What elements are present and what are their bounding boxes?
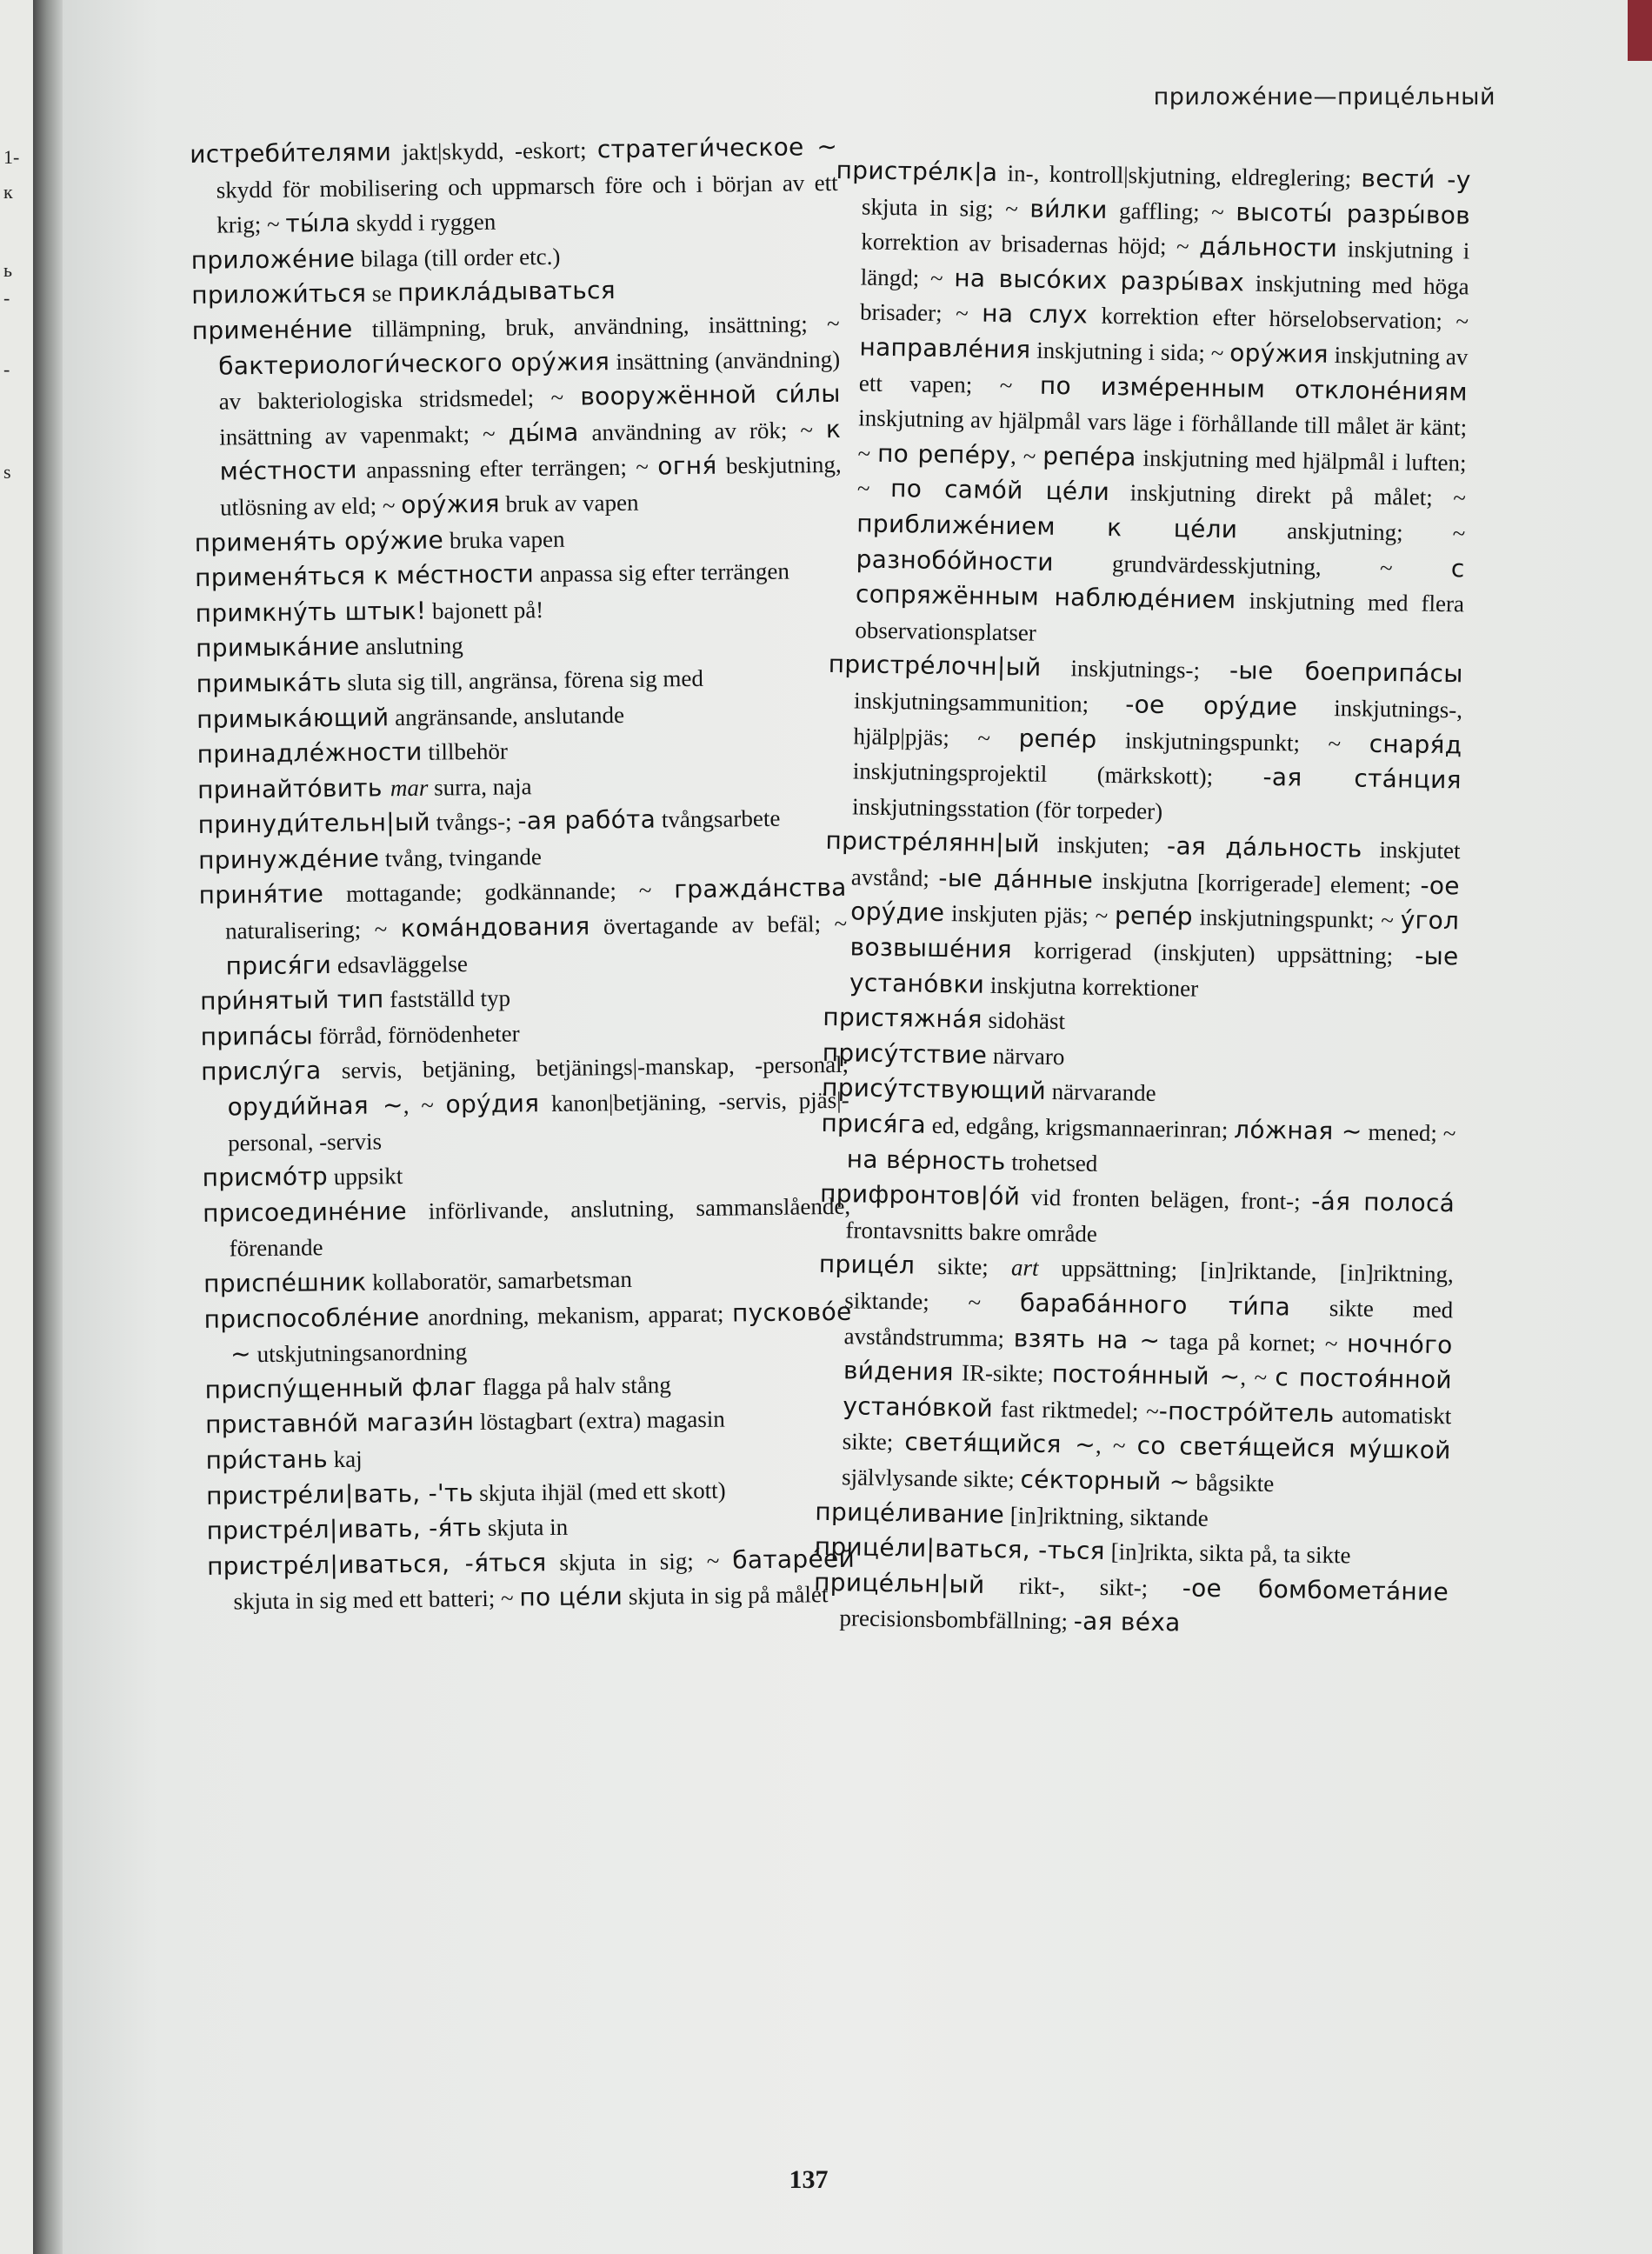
translation-text: sluta sig till, angränsa, förena sig med [341,664,704,696]
headword: прися́ги [225,950,332,981]
headword: прице́ливание [815,1497,1005,1529]
headword: примене́ние [191,314,353,345]
headword: -ые устано́вки [849,941,1459,999]
translation-text: mottagande; godkännande; ~ [323,877,675,908]
translation-text: tillbehör [422,737,509,765]
translation-text: löstagbart (extra) magasin [474,1405,726,1436]
translation-text: inskjutnings-; [1041,655,1230,684]
translation-text: tvångs-; [430,808,518,836]
translation-text: uppsikt [327,1163,403,1190]
headword: ды́ма [508,417,579,448]
translation-text: ed, edgång, krigsmannaerinran; [925,1111,1235,1144]
translation-text: utskjutningsanordning [250,1338,468,1368]
headword: пристре́лянн|ый [825,826,1041,859]
headword: с постоя́нной устано́вкой [843,1363,1453,1423]
dictionary-entry [207,1542,856,1620]
translation-text: korrektion efter hörselobservation; ~ [1087,302,1469,335]
headword: к ме́стности [219,414,842,486]
translation-text: mened; ~ [1362,1118,1456,1147]
headword: принуди́тельн|ый [197,807,431,840]
headword: на ве́рность [846,1144,1006,1176]
headword: прице́ли|ваться, -ться [814,1531,1106,1566]
dictionary-entry [821,1106,1456,1187]
headword: приспу́щенный флаг [204,1371,477,1404]
translation-text: skydd i ryggen [350,208,496,237]
headword: огня́ [657,450,717,481]
translation-text: övertagande av befäl; ~ [590,910,848,940]
facing-page-edge [0,0,33,2254]
headword: пристре́л|иваться, -я́ться [206,1547,547,1581]
headword: ты́ла [285,208,351,238]
headword: снаря́д [1369,729,1462,759]
headword: примкну́ть штык! [195,596,427,628]
translation-text: insättning av vapenmakt; ~ [219,420,509,450]
headword: прису́тствие [822,1037,988,1070]
headword: разнобо́йности [856,543,1055,577]
translation-text: skjuta in sig; ~ [861,193,1030,223]
translation-text: , ~ [403,1091,446,1119]
headword: высоты́ разры́вов [1236,197,1471,230]
translation-text: inskjutningspunkt; ~ [1192,904,1401,934]
translation-text: fast riktmedel; ~ [992,1395,1159,1424]
headword: бактериологи́ческого ору́жия [218,346,610,381]
headword: ло́жная ~ [1233,1115,1362,1146]
translation-text: , ~ [1095,1432,1137,1459]
translation-text: inskjutna [korrigerade] element; [1092,867,1421,899]
translation-text: skydd för mobilisering och uppmarsch före och i början av ett krig; ~ [216,169,838,238]
translation-text: inskjutning med flera observationsplatser [855,587,1465,646]
headword: прице́л [818,1250,916,1280]
headword: пусково́е ~ [230,1297,852,1369]
headword: -ая рабо́та [517,804,656,836]
translation-text: inskjutna korrektioner [983,971,1199,1002]
headword: -ое ору́дие [1124,690,1298,722]
headword: гражда́нства [674,873,847,904]
headword: пристре́лк|а [836,155,998,187]
headword: -ая да́льность [1166,831,1362,864]
translation-text: korrigerad (inskjuten) uppsättning; [1011,937,1416,970]
translation-text: skjuta in sig; ~ [546,1547,733,1576]
running-head: приложе́ние—прице́льный [1153,83,1495,110]
translation-text: bågsikte [1189,1469,1275,1497]
translation-text: trohetsed [1005,1148,1098,1177]
translation-text: , ~ [1009,442,1043,470]
headword: стратеги́ческое ~ [596,131,838,164]
translation-text: skjuta ihjäl (med ett skott) [473,1477,726,1506]
headword: -ая ве́ха [1073,1606,1181,1637]
translation-text: insättning (användning) av bakteriologiska stridsmedel; ~ [218,345,841,415]
dictionary-entry [190,130,838,243]
headword: прислу́га [200,1056,322,1087]
headword: -ая ста́нция [1262,762,1462,795]
translation-text: surra, naja [428,772,532,801]
translation-text: anpassning efter terrängen; ~ [356,453,658,484]
translation-text: inskjutning av ett vapen; ~ [858,341,1469,399]
headword: светя́щийся ~ [904,1427,1096,1460]
translation-text: taga på kornet; ~ [1160,1327,1348,1357]
headword: -постро́йтель [1158,1396,1335,1428]
margin-fragment: 1- [3,146,20,168]
headword: присоедине́ние [202,1196,408,1228]
dictionary-entry [813,1565,1449,1646]
headword: -ое ору́дие [850,870,1461,928]
translation-text: anslutning [359,632,463,660]
translation-text: tvång, tvingande [378,843,543,872]
headword: приложе́ние [190,243,356,275]
headword: прися́га [821,1108,927,1139]
translation-text: skjuta in sig med ett batteri; ~ [233,1584,520,1615]
headword: применя́ться к ме́стности [194,559,535,593]
headword: приставно́й магази́н [204,1407,475,1440]
translation-text: kanon|betjäning, -servis, pjäs|-personal, -servis [227,1086,849,1157]
margin-fragment: к [3,181,13,203]
translation-text: beskjutning, utlösning av eld; ~ [220,451,842,521]
usage-label: art [1010,1254,1039,1282]
translation-text: inskjuten; [1039,831,1168,860]
headword: оруди́йная ~ [227,1090,403,1122]
translation-text: angränsande, anslutande [389,701,625,730]
translation-text: precisionsbombfällning; [839,1604,1074,1635]
translation-text: anpassa sig efter terrängen [533,557,790,588]
headword: примыка́ющий [196,702,390,734]
headword: с сопряжённым наблюде́нием [855,553,1465,615]
headword: постоя́нный ~ [1051,1359,1241,1391]
translation-text: frontavsnitts bakre område [845,1217,1098,1247]
headword: на слух [982,299,1089,330]
headword: пристре́лочн|ый [828,650,1042,683]
translation-text: IR-sikte; [953,1359,1053,1388]
headword: -ые да́нные [938,863,1094,895]
translation-text: [in]rikta, sikta på, ta sikte [1104,1538,1351,1569]
left-column [190,130,856,1620]
headword: батаре́ей [732,1544,856,1575]
margin-fragment: - [3,287,10,309]
dictionary-entry [198,870,847,984]
dictionary-entry [816,1247,1454,1504]
translation-text: anordning, mekanism, apparat; [419,1300,733,1330]
translation-text: se [366,280,398,307]
usage-label: mar [390,774,429,801]
translation-text: inskjutningsprojektil (märkskott); [852,757,1263,790]
translation-text: jakt|skydd, -eskort; [390,137,598,166]
translation-text: inskjutningsstation (för torpeder) [851,793,1163,824]
headword: пристре́л|ивать, -я́ть [206,1513,483,1546]
dictionary-entry [826,647,1463,833]
translation-text: gaffling; ~ [1107,197,1236,225]
headword: -ое бомбомета́ние [1182,1573,1449,1607]
translation-text: skjuta in sig på målet [622,1581,829,1610]
headword: у́гол возвыше́ния [849,905,1460,964]
dictionary-entry [819,1177,1455,1257]
translation-text: självlysande sikte; [841,1464,1021,1493]
translation-text: inskjutning i längd; ~ [860,236,1470,291]
headword: присмо́тр [202,1162,329,1193]
dictionary-entry [823,824,1461,1010]
translation-text: inskjuten pjäs; ~ [944,900,1116,930]
translation-text: inskjutning av hjälpmål vars läge i förhållande till målet är känt; ~ [857,404,1468,467]
headword: репе́ра [1042,441,1136,472]
margin-fragment: s [3,461,11,483]
translation-text: [in]riktning, siktande [1003,1501,1209,1531]
headword: вооружённой си́лы [580,379,841,411]
headword: по це́ли [519,1582,623,1612]
headword: приспе́шник [203,1267,367,1298]
headword: применя́ть ору́жие [194,524,444,557]
headword: -а́я полоса́ [1311,1186,1455,1218]
dictionary-entry [191,306,842,526]
translation-text: bruk av vapen [499,489,639,517]
headword: принайто́вить [197,772,391,804]
translation-text: kaj [327,1445,363,1473]
translation-text: användning av rök; ~ [578,416,827,446]
translation-text: bajonett på! [426,596,544,624]
headword: вести́ -у [1361,163,1471,195]
headword: се́кторный ~ [1020,1464,1190,1497]
headword: взять на ~ [1013,1323,1161,1355]
translation-text: edsavläggelse [330,950,469,978]
translation-text: sikte; [914,1252,1012,1281]
right-column [813,153,1471,1645]
headword: прикла́дываться [397,276,616,308]
headword: направле́ния [859,332,1031,364]
headword: да́льности [1198,231,1338,263]
dictionary-entry [203,1189,851,1267]
translation-text: förråd, förnödenheter [312,1020,520,1050]
dictionary-entry [203,1294,852,1372]
translation-text: införlivande, anslutning, sammanslående, förenande [229,1192,851,1262]
headword: прису́тствующий [821,1073,1047,1106]
headword: ночно́го ви́дения [843,1328,1453,1387]
translation-text: naturalisering; ~ [224,916,401,944]
headword: приложи́ться [191,278,367,310]
headword: припа́сы [200,1021,314,1051]
translation-text: bruka vapen [443,525,565,553]
translation-text: inskjutet avstånd; [850,836,1461,891]
translation-text: tillämpning, bruk, användning, insättning; ~ [352,310,840,343]
translation-text: inskjutning med hjälpmål i luften; ~ [856,444,1467,503]
headword: ору́дия [445,1089,540,1119]
translation-text: fastställd typ [383,984,511,1013]
headword: ору́жия [1229,338,1329,369]
headword: со светя́щейся му́шкой [1136,1430,1451,1465]
dictionary-entry [829,153,1471,657]
headword: примыка́ние [195,631,360,664]
translation-text: närvarande [1045,1078,1156,1107]
translation-text: närvaro [986,1042,1065,1070]
translation-text: vid fronten belägen, front-; [1019,1184,1312,1215]
margin-fragment: - [3,358,10,380]
headword: -ые боеприпа́сы [1229,656,1463,689]
headword: кома́ндования [400,911,590,944]
margin-fragment: ь [3,259,13,281]
translation-text: skjuta in [481,1513,569,1542]
headword: прице́льн|ый [813,1567,985,1599]
headword: по изме́ренным отклоне́ниям [1039,370,1469,406]
headword: приня́тие [198,879,324,910]
dictionary-entry [201,1047,849,1161]
translation-text: inskjutningsammunition; [853,687,1126,718]
headword: принужде́ние [197,844,380,875]
translation-text: rikt-, sikt-; [984,1571,1182,1602]
headword: репе́р [1114,901,1194,932]
translation-text: sikte med avståndstrumma; [843,1294,1454,1351]
headword: бараба́нного ти́па [1019,1288,1291,1322]
translation-text: inskjutning direkt på målet; ~ [1109,479,1467,511]
headword: истреби́телями [190,137,392,169]
translation-text: inskjutning i sida; ~ [1030,337,1230,367]
headword: при́стань [205,1444,329,1475]
translation-text: anskjutning; ~ [1237,517,1466,547]
headword: при́нятый тип [199,984,384,1017]
translation-text: inskjutning med höga brisader; ~ [859,270,1469,328]
headword: принадле́жности [197,737,423,770]
translation-text: sidohäst [982,1007,1066,1035]
translation-text: tvångsarbete [655,805,781,833]
headword: пристяжна́я [823,1003,983,1035]
translation-text: flagga på halv stång [476,1371,671,1400]
headword: примыка́ть [196,667,342,698]
translation-text: inskjutnings-, hjälp|pjäs; ~ [853,694,1463,751]
headword: репе́р [1018,723,1097,754]
translation-text: inskjutningspunkt; ~ [1096,726,1369,757]
translation-text: , ~ [1240,1364,1276,1391]
headword: по само́й це́ли [889,474,1110,507]
translation-text: automatiskt sikte; [842,1400,1452,1456]
headword: приспособле́ние [203,1302,420,1334]
translation-text: servis, betjäning, betjänings|-manskap, -personal; [321,1051,849,1084]
translation-text: in-, kontroll|skjutning, eldreglering; [997,159,1362,192]
translation-text: grundvärdesskjutning, ~ [1053,549,1452,582]
headword: ви́лки [1029,194,1108,224]
cover-corner [1628,0,1652,61]
headword: на высо́ких разры́вах [954,263,1245,297]
headword: ору́жия [401,489,501,519]
translation-text: kollaboratör, samarbetsman [366,1265,633,1296]
headword: приближе́нием к це́ли [856,509,1238,544]
headword: по репе́ру [876,438,1011,470]
headword: пристре́ли|вать, -'ть [205,1477,474,1510]
translation-text: uppsättning; [in]riktande, [in]riktning, siktande; ~ [844,1255,1455,1317]
translation-text: bilaga (till order etc.) [355,243,561,272]
page-number: 137 [789,2165,829,2194]
headword: прифронтов|о́й [819,1179,1021,1211]
book-gutter [33,0,63,2254]
translation-text: korrektion av brisadernas höjd; ~ [861,228,1200,260]
